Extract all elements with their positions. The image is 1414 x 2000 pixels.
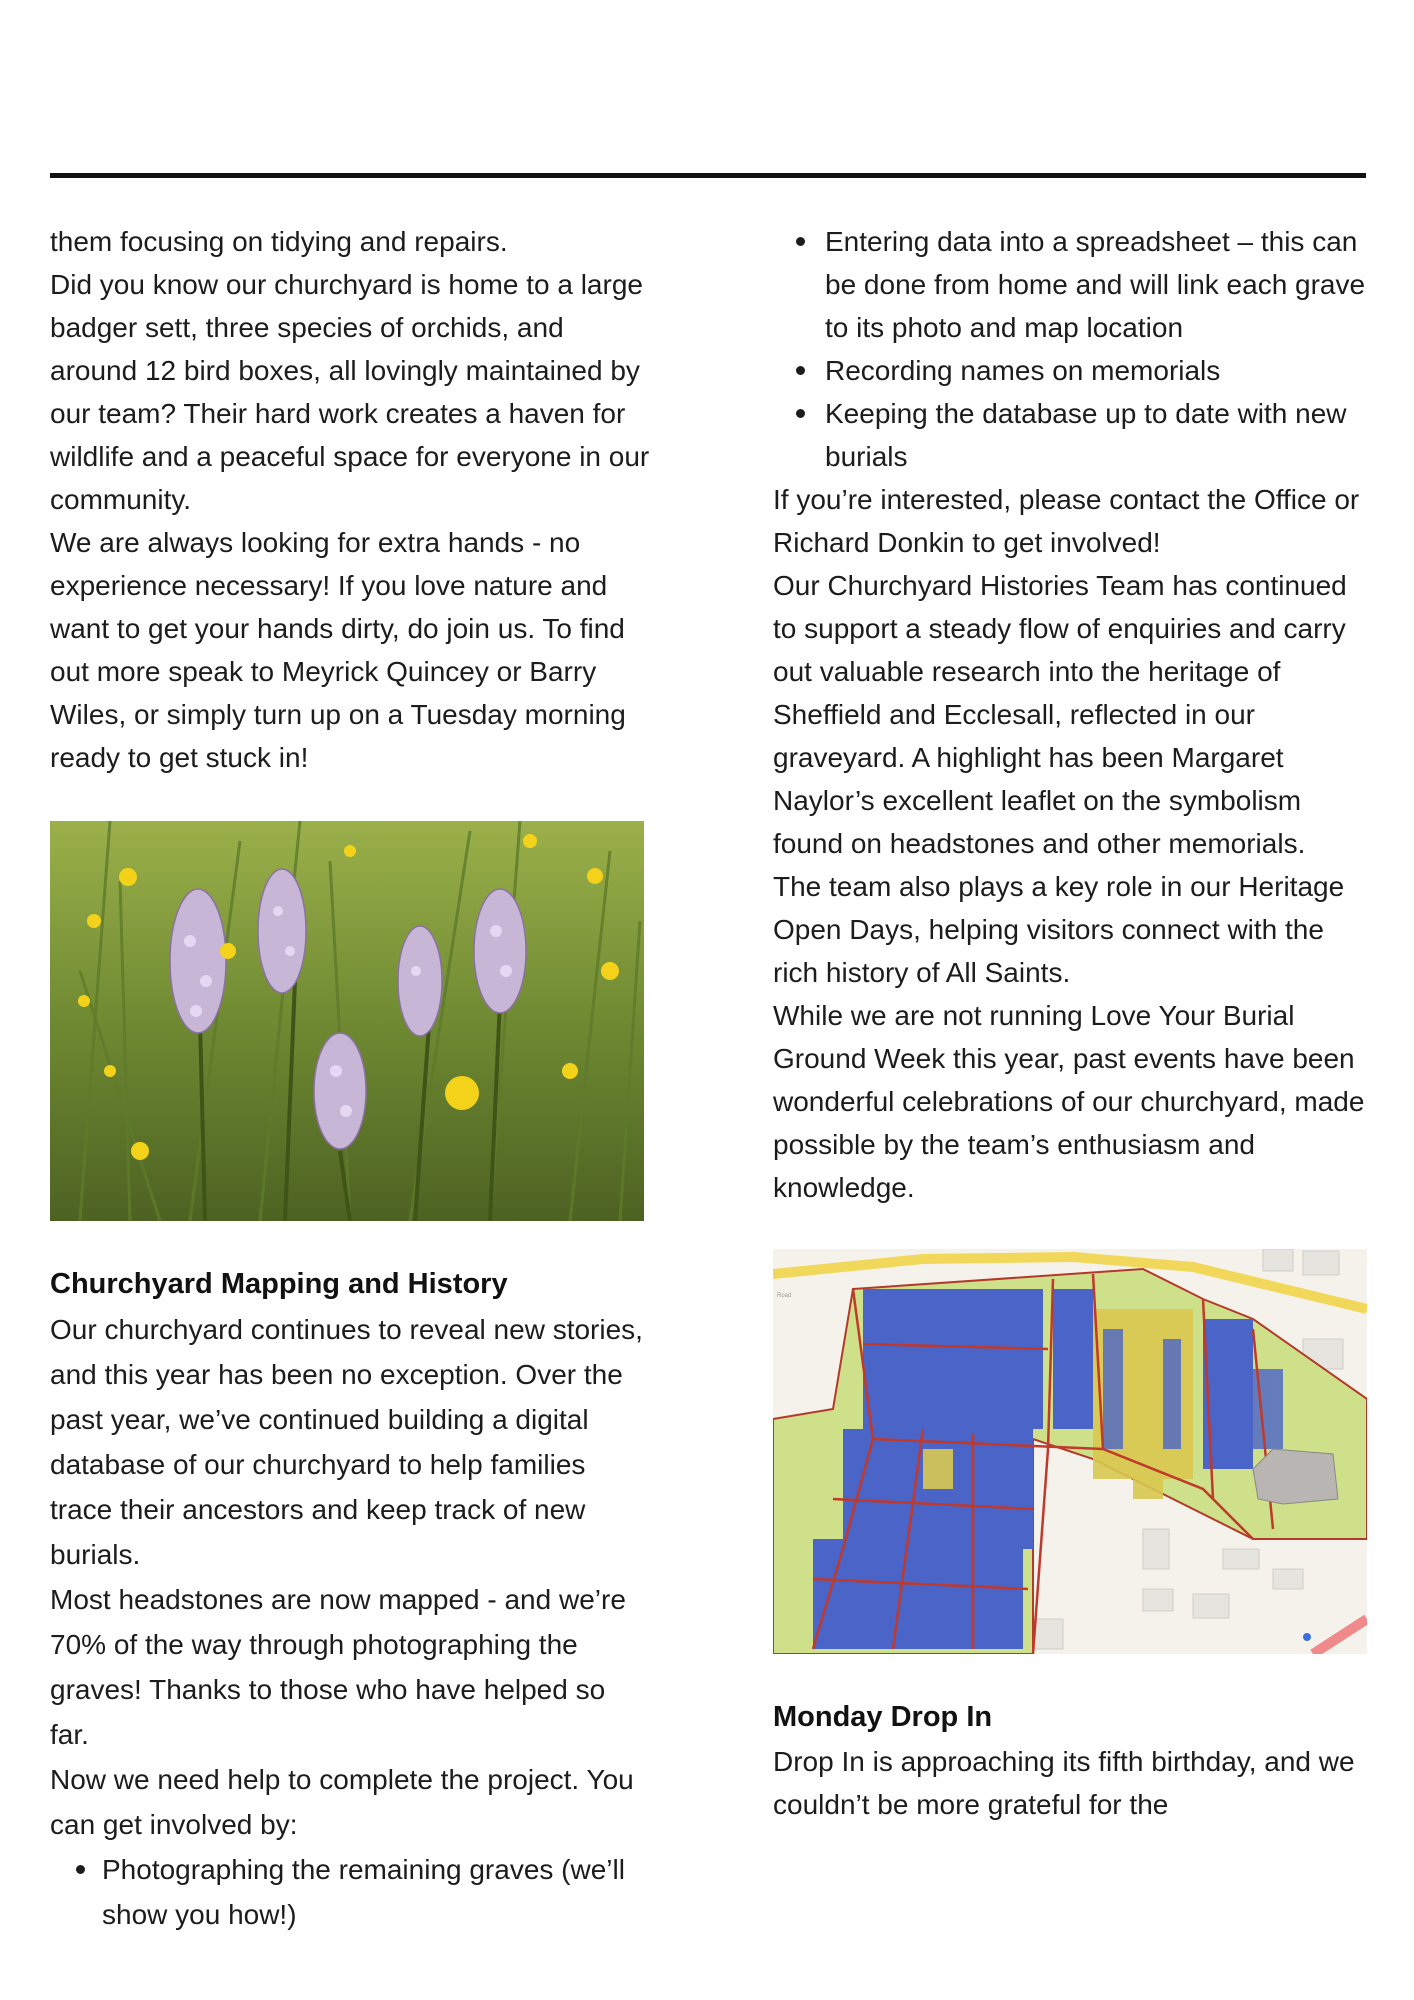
churchyard-map [773,1249,1367,1654]
paragraph: Did you know our churchyard is home to a large badger sett, three species of orchids, and around 12 bird boxes, all lovingly maintained by our team? Their hard work creates a haven for wildlife and a peaceful space for everyone in our community. [50,269,650,515]
paragraph: Most headstones are now mapped - and we’re 70% of the way through photographing the graves! Thanks to those who have helped so far. [50,1584,626,1750]
bullet-icon [796,237,805,246]
top-divider [50,173,1366,178]
section-heading-mapping: Churchyard Mapping and History [50,1268,508,1300]
list-item [773,349,1373,392]
list-item [773,220,1373,349]
list-item [50,1847,650,1937]
list-item-text: Entering data into a spreadsheet – this can be done from home and will link each grave to its photo and map location [825,226,1366,343]
bullet-icon [796,409,805,418]
paragraph: them focusing on tidying and repairs. [50,226,508,257]
paragraph: Drop In is approaching its fifth birthday, and we couldn’t be more grateful for the [773,1746,1355,1820]
paragraph: Our Churchyard Histories Team has continued to support a steady flow of enquiries and carry out valuable research into the heritage of Sheffield and Ecclesall, reflected in our graveyard. A highlight has been Margaret Naylor’s excellent leaflet on the symbolism found on headstones and other memorials. [773,570,1347,859]
bullet-list [773,220,1373,478]
paragraph: The team also plays a key role in our Heritage Open Days, helping visitors connect with the rich history of All Saints. [773,871,1345,988]
list-item-text: Photographing the remaining graves (we’ll show you how!) [102,1854,625,1930]
paragraph: We are always looking for extra hands - no experience necessary! If you love nature and want to get your hands dirty, do join us. To find out more speak to Meyrick Quincey or Barry Wiles, or simply turn up on a Tuesday morning ready to get stuck in! [50,527,626,773]
list-item [773,392,1373,478]
paragraph: If you’re interested, please contact the Office or Richard Donkin to get involved! [773,484,1360,558]
list-item-text: Keeping the database up to date with new burials [825,398,1347,472]
right-column [773,220,1373,1826]
paragraph: While we are not running Love Your Burial Ground Week this year, past events have been wonderful celebrations of our churchyard, made possible by the team’s enthusiasm and knowledge. [773,1000,1365,1203]
bullet-list [50,1847,650,1937]
bullet-icon [796,366,805,375]
paragraph: Our churchyard continues to reveal new stories, and this year has been no exception. Over the past year, we’ve continued building a digital database of our churchyard to help families trace their ancestors and keep track of new burials. [50,1314,643,1570]
bullet-icon [76,1865,85,1874]
left-column [50,220,650,1937]
section-heading-drop-in: Monday Drop In [773,1701,993,1733]
paragraph: Now we need help to complete the project. You can get involved by: [50,1764,634,1840]
orchids-photo [50,821,644,1221]
map-road-label: Road [777,1293,792,1299]
list-item-text: Recording names on memorials [825,355,1221,386]
